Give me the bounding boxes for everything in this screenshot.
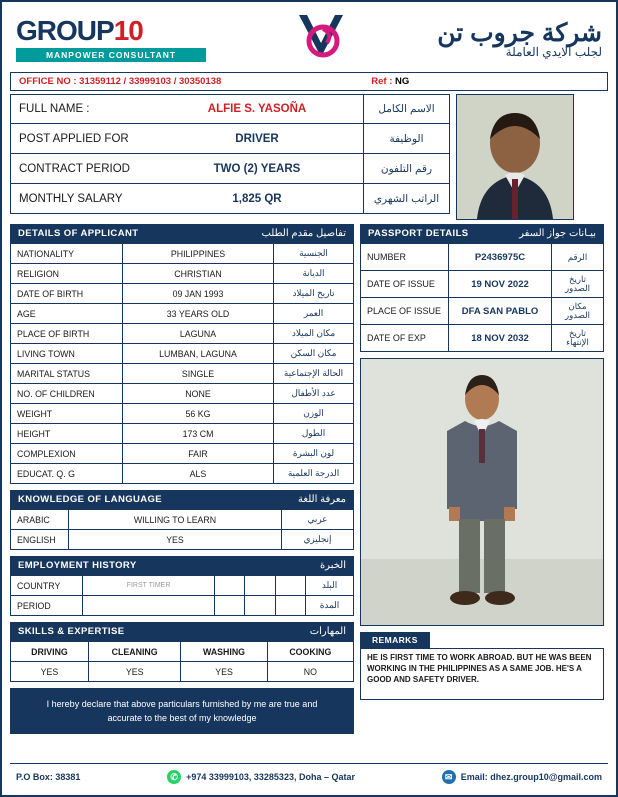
passport-photo (456, 94, 574, 220)
office-number: OFFICE NO : 31359112 / 33999103 / 30350138 (19, 76, 222, 87)
mail-icon: ✉ (442, 770, 456, 784)
row-key: NUMBER (361, 244, 449, 271)
row-value: FAIR (123, 444, 274, 464)
row-key: WEIGHT (11, 404, 123, 424)
row-key: ENGLISH (11, 530, 69, 550)
row-key-ar: مكان الصدور (552, 298, 604, 325)
arabic-title: شركة جروب تن (437, 18, 602, 47)
language-section-title: KNOWLEDGE OF LANGUAGE (18, 494, 163, 505)
full-name-value: ALFIE S. YASOÑA (207, 103, 307, 115)
period-cell-2 (215, 596, 245, 616)
section-header-language (10, 490, 354, 509)
table-row (11, 576, 354, 596)
row-key-ar: الديانة (274, 264, 354, 284)
skill-header: CLEANING (88, 642, 180, 662)
row-value: LUMBAN, LAGUNA (123, 344, 274, 364)
section-header-skills (10, 622, 354, 641)
country-label: COUNTRY (11, 576, 83, 596)
post-applied-value: DRIVER (235, 132, 279, 145)
po-box-text: P.O Box: 38381 (16, 771, 81, 782)
skill-value: YES (88, 662, 180, 682)
row-key: HEIGHT (11, 424, 123, 444)
logo-text (16, 14, 206, 46)
right-column (360, 224, 604, 734)
info-row-contract-period (10, 154, 450, 184)
row-key: EDUCAT. Q. G (11, 464, 123, 484)
country-value: FIRST TIMER (83, 576, 215, 596)
row-key-ar: العمر (274, 304, 354, 324)
emblem-icon (277, 11, 367, 67)
country-cell-2 (215, 576, 245, 596)
row-key: NATIONALITY (11, 244, 123, 264)
contract-period-label-ar: رقم التلفون (363, 154, 449, 183)
row-value: DFA SAN PABLO (449, 298, 552, 325)
passport-details-table (360, 243, 604, 352)
row-value: LAGUNA (123, 324, 274, 344)
table-row (11, 424, 354, 444)
row-key-ar: الوزن (274, 404, 354, 424)
row-key-ar: لون البشرة (274, 444, 354, 464)
phone-text: +974 33999103, 33285323, Doha – Qatar (186, 771, 355, 782)
office-contact-bar (10, 72, 608, 91)
table-row (11, 464, 354, 484)
applicant-section-title-ar: تفاصيل مقدم الطلب (261, 228, 346, 239)
row-value: CHRISTIAN (123, 264, 274, 284)
row-value: SINGLE (123, 364, 274, 384)
info-row-monthly-salary (10, 184, 450, 214)
table-row (11, 324, 354, 344)
row-value: 33 YEARS OLD (123, 304, 274, 324)
row-key: DATE OF EXP (361, 325, 449, 352)
table-row (361, 244, 604, 271)
applicant-section-title: DETAILS OF APPLICANT (18, 228, 139, 239)
table-row (11, 596, 354, 616)
row-key: AGE (11, 304, 123, 324)
country-cell-3 (245, 576, 275, 596)
row-key: MARITAL STATUS (11, 364, 123, 384)
full-body-photo-illustration (361, 359, 603, 625)
country-cell-4 (275, 576, 305, 596)
row-key: LIVING TOWN (11, 344, 123, 364)
skill-header: COOKING (267, 642, 353, 662)
row-key: NO. OF CHILDREN (11, 384, 123, 404)
main-content (10, 224, 608, 734)
row-key: COMPLEXION (11, 444, 123, 464)
arabic-company-name (437, 20, 602, 59)
row-key-ar: الرقم (552, 244, 604, 271)
passport-section-title: PASSPORT DETAILS (368, 228, 469, 239)
employment-section-title-ar: الخبرة (319, 560, 346, 571)
row-value: 173 CM (123, 424, 274, 444)
row-value: PHILIPPINES (123, 244, 274, 264)
skill-header: DRIVING (11, 642, 89, 662)
table-row (11, 530, 354, 550)
table-row (11, 444, 354, 464)
table-row (11, 662, 354, 682)
company-logo (16, 14, 206, 62)
contract-period-value: TWO (2) YEARS (213, 162, 301, 175)
table-row (11, 642, 354, 662)
logo-number: 10 (113, 14, 143, 46)
full-name-label-ar: الاسم الكامل (363, 95, 449, 123)
skills-section-title: SKILLS & EXPERTISE (18, 626, 125, 637)
section-header-passport (360, 224, 604, 243)
table-row (361, 271, 604, 298)
table-row (11, 404, 354, 424)
row-value: 18 NOV 2032 (449, 325, 552, 352)
po-box (16, 772, 80, 782)
declaration-text: I hereby declare that above particulars furnished by me are true and accurate to the best of my knowledge (10, 688, 354, 734)
language-table (10, 509, 354, 550)
row-value: 19 NOV 2022 (449, 271, 552, 298)
table-row (11, 344, 354, 364)
period-cell-3 (245, 596, 275, 616)
language-section-title-ar: معرفة اللغة (298, 494, 346, 505)
email-contact[interactable] (442, 770, 602, 784)
row-key-ar: تاريخ الميلاد (274, 284, 354, 304)
row-key: PLACE OF ISSUE (361, 298, 449, 325)
row-key-ar: عربي (282, 510, 354, 530)
contract-period-label: CONTRACT PERIOD (19, 162, 130, 175)
row-key-ar: الحالة الإجتماعية (274, 364, 354, 384)
info-row-full-name (10, 94, 450, 124)
row-value: YES (69, 530, 282, 550)
arabic-subtitle: لجلب الايدي العاملة (505, 44, 602, 59)
monthly-salary-value: 1,825 QR (232, 192, 282, 205)
table-row (11, 510, 354, 530)
post-applied-label-ar: الوظيفة (363, 124, 449, 153)
reference-label (371, 76, 409, 87)
row-key: DATE OF ISSUE (361, 271, 449, 298)
skill-value: YES (11, 662, 89, 682)
row-key-ar: الدرجة العلمية (274, 464, 354, 484)
row-value: 56 KG (123, 404, 274, 424)
row-key-ar: تاريخ الصدور (552, 271, 604, 298)
skill-value: YES (181, 662, 267, 682)
row-value: NONE (123, 384, 274, 404)
row-key: RELIGION (11, 264, 123, 284)
top-info-table (10, 94, 450, 220)
passport-section-title-ar: بيـانات جواز السفر (519, 228, 596, 239)
passport-photo-illustration (457, 95, 573, 219)
row-key-ar: مكان السكن (274, 344, 354, 364)
row-key-ar: مكان الميلاد (274, 324, 354, 344)
post-applied-label: POST APPLIED FOR (19, 132, 129, 145)
row-key-ar: تاريخ الإنتهاء (552, 325, 604, 352)
full-name-label: FULL NAME : (19, 103, 90, 115)
period-value (83, 596, 215, 616)
row-key: PLACE OF BIRTH (11, 324, 123, 344)
row-value: P2436975C (449, 244, 552, 271)
ref-value: NG (395, 76, 410, 87)
left-column (10, 224, 354, 734)
row-key-ar: إنجليزي (282, 530, 354, 550)
row-value: ALS (123, 464, 274, 484)
skill-value: NO (267, 662, 353, 682)
table-row (11, 304, 354, 324)
skills-table (10, 641, 354, 682)
section-header-employment (10, 556, 354, 575)
table-row (361, 325, 604, 352)
table-row (11, 284, 354, 304)
table-row (11, 364, 354, 384)
email-text[interactable]: Email: dhez.group10@gmail.com (460, 771, 603, 782)
whatsapp-icon: ✆ (167, 770, 181, 784)
top-info-section (10, 94, 608, 220)
row-key-ar: الجنسية (274, 244, 354, 264)
skills-section-title-ar: المهارات (309, 626, 346, 637)
table-row (11, 384, 354, 404)
swoosh-emblem-icon (287, 11, 357, 67)
remarks-label: REMARKS (360, 632, 430, 648)
ref-text: Ref : (371, 76, 393, 87)
period-label: PERIOD (11, 596, 83, 616)
page-footer (10, 763, 608, 789)
page-header (10, 8, 608, 70)
logo-subtitle: MANPOWER CONSULTANT (16, 48, 206, 62)
applicant-details-table (10, 243, 354, 484)
monthly-salary-label: MONTHLY SALARY (19, 192, 123, 205)
phone-contact (167, 770, 355, 784)
employment-section-title: EMPLOYMENT HISTORY (18, 560, 137, 571)
row-key: ARABIC (11, 510, 69, 530)
row-value: WILLING TO LEARN (69, 510, 282, 530)
employment-history-table (10, 575, 354, 616)
row-key: DATE OF BIRTH (11, 284, 123, 304)
period-label-ar: المدة (306, 596, 354, 616)
remarks-text: HE IS FIRST TIME TO WORK ABROAD. BUT HE WAS BEEN WORKING IN THE PHILIPPINES AS A SAME JOB. HE'S A GOOD AND SAFETY DRIVER. (360, 648, 604, 700)
info-row-post-applied (10, 124, 450, 154)
skill-header: WASHING (181, 642, 267, 662)
full-body-photo (360, 358, 604, 626)
table-row (361, 298, 604, 325)
country-label-ar: البلد (306, 576, 354, 596)
table-row (11, 264, 354, 284)
row-key-ar: عدد الأطفال (274, 384, 354, 404)
period-cell-4 (275, 596, 305, 616)
logo-main-text: GROUP (16, 14, 114, 46)
table-row (11, 244, 354, 264)
section-header-applicant (10, 224, 354, 243)
monthly-salary-label-ar: الراتب الشهري (363, 184, 449, 213)
row-value: 09 JAN 1993 (123, 284, 274, 304)
row-key-ar: الطول (274, 424, 354, 444)
